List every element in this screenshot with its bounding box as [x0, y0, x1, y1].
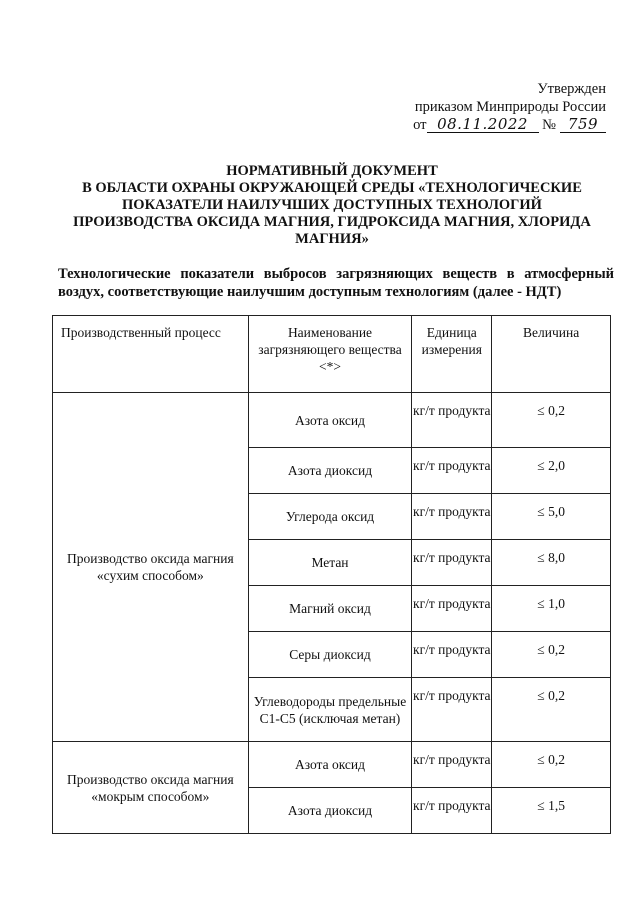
unit-cell: кг/т продукта	[412, 540, 492, 586]
pollutant-cell: Метан	[248, 540, 412, 586]
unit-cell: кг/т продукта	[412, 788, 492, 834]
pollutant-cell: Азота оксид	[248, 742, 412, 788]
header-value: Величина	[492, 316, 611, 393]
unit-cell: кг/т продукта	[412, 494, 492, 540]
pollutant-cell: Азота диоксид	[248, 788, 412, 834]
unit-cell: кг/т продукта	[412, 742, 492, 788]
table-row	[53, 742, 611, 788]
value-cell: ≤ 0,2	[492, 632, 611, 678]
value-cell: ≤ 5,0	[492, 494, 611, 540]
unit-cell: кг/т продукта	[412, 632, 492, 678]
header-pollutant: Наименование загрязняющего вещества <*>	[248, 316, 412, 393]
value-cell: ≤ 0,2	[492, 393, 611, 448]
pollutant-cell: Азота оксид	[248, 393, 412, 448]
approval-title: Утвержден	[537, 81, 606, 97]
value-cell: ≤ 0,2	[492, 678, 611, 742]
title-line: ПОКАЗАТЕЛИ НАИЛУЧШИХ ДОСТУПНЫХ ТЕХНОЛОГИЙ	[122, 197, 542, 213]
value-cell: ≤ 1,5	[492, 788, 611, 834]
unit-cell: кг/т продукта	[412, 393, 492, 448]
table-caption: Технологические показатели выбросов загрязняющих веществ в атмосферный воздух, соответствующие наилучшим доступным технологиям (далее - НДТ)	[58, 266, 614, 300]
unit-cell: кг/т продукта	[412, 678, 492, 742]
value-cell: ≤ 0,2	[492, 742, 611, 788]
title-line: МАГНИЯ»	[295, 231, 369, 247]
value-cell: ≤ 8,0	[492, 540, 611, 586]
pollutant-cell: Азота диоксид	[248, 448, 412, 494]
value-cell: ≤ 2,0	[492, 448, 611, 494]
date-prefix: от	[413, 117, 427, 133]
handwritten-number: 759	[560, 116, 606, 133]
pollutant-cell: Углерода оксид	[248, 494, 412, 540]
emissions-table	[52, 315, 611, 834]
pollutant-cell: Магний оксид	[248, 586, 412, 632]
unit-cell: кг/т продукта	[412, 448, 492, 494]
handwritten-date: 08.11.2022	[427, 116, 539, 133]
pollutant-cell: Серы диоксид	[248, 632, 412, 678]
value-cell: ≤ 1,0	[492, 586, 611, 632]
approval-block	[413, 80, 606, 134]
process-cell: Производство оксида магния «мокрым способом»	[53, 742, 249, 834]
unit-cell: кг/т продукта	[412, 586, 492, 632]
title-line: НОРМАТИВНЫЙ ДОКУМЕНТ	[226, 163, 438, 179]
pollutant-cell: Углеводороды предельные С1-С5 (исключая метан)	[248, 678, 412, 742]
header-unit: Единица измерения	[412, 316, 492, 393]
title-line: ПРОИЗВОДСТВА ОКСИДА МАГНИЯ, ГИДРОКСИДА МАГНИЯ, ХЛОРИДА	[73, 214, 591, 230]
process-cell: Производство оксида магния «сухим способом»	[53, 393, 249, 742]
document-title	[52, 163, 612, 248]
approval-date-line	[413, 116, 606, 134]
header-process: Производственный процесс	[53, 316, 249, 393]
approval-order: приказом Минприроды России	[414, 99, 606, 115]
number-prefix: №	[542, 117, 556, 133]
title-line: В ОБЛАСТИ ОХРАНЫ ОКРУЖАЮЩЕЙ СРЕДЫ «ТЕХНОЛОГИЧЕСКИЕ	[82, 180, 582, 196]
table-row	[53, 393, 611, 448]
table-header-row	[53, 316, 611, 393]
